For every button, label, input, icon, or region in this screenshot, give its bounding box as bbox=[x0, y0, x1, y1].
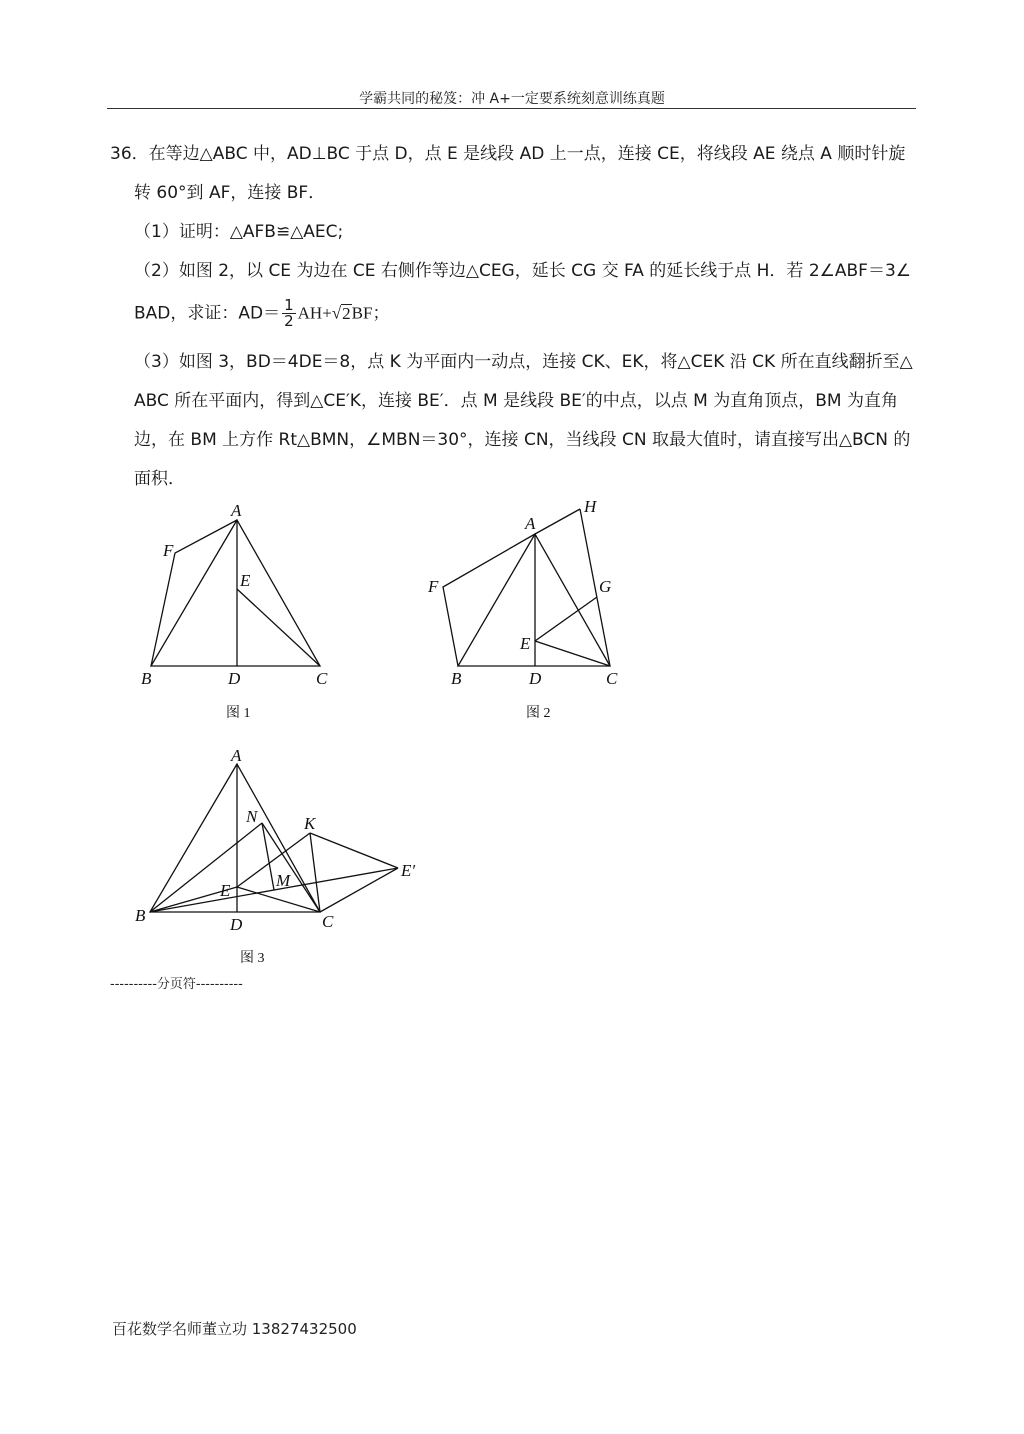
fig2-label-d: D bbox=[529, 669, 542, 688]
problem-part-3-line-3: 边，在 BM 上方作 Rt△BMN，∠MBN＝30°，连接 CN，当线段 CN 取最大值时，请直接写出△BCN 的 bbox=[134, 430, 911, 450]
problem-part-1: （1）证明：△AFB≌△AEC; bbox=[134, 222, 344, 242]
fig3-label-n: N bbox=[246, 807, 258, 826]
fig2-label-c: C bbox=[606, 669, 618, 688]
fig3-label-m: M bbox=[276, 871, 291, 890]
fig3-label-k: K bbox=[304, 814, 316, 833]
fig3-segment-bn bbox=[150, 823, 262, 912]
footer-text: 百花数学名师董立功 13827432500 bbox=[112, 1320, 357, 1338]
part2-end: ； bbox=[372, 303, 390, 324]
problem-part-3-line-2: ABC 所在平面内，得到△CE′K，连接 BE′．点 M 是线段 BE′的中点，以点 M 为直角顶点，BM 为直角 bbox=[134, 391, 898, 411]
fig3-caption: 图 3 bbox=[240, 951, 265, 966]
fig3-triangle-abc bbox=[150, 764, 320, 912]
fig2-label-h: H bbox=[584, 497, 597, 516]
fig2-label-b: B bbox=[451, 669, 462, 688]
fig3-label-b: B bbox=[135, 906, 146, 925]
page-header-title: 学霸共同的秘笈：冲 A+一定要系统刻意训练真题 bbox=[359, 91, 665, 107]
fig1-label-c: C bbox=[316, 669, 328, 688]
sqrt-sign: √ bbox=[331, 303, 342, 323]
problem-part-3-line-4: 面积． bbox=[134, 469, 185, 489]
part2-prefix: BAD，求证：AD＝ bbox=[134, 303, 281, 324]
fig2-label-g: G bbox=[599, 577, 612, 596]
fig1-label-a: A bbox=[231, 501, 242, 520]
fig2-label-a: A bbox=[525, 514, 536, 533]
fraction-numerator: 1 bbox=[284, 296, 294, 314]
term-bf: BF bbox=[351, 303, 373, 323]
fig1-label-f: F bbox=[163, 541, 174, 560]
fig2-caption: 图 2 bbox=[526, 706, 551, 721]
fig3-label-d: D bbox=[230, 915, 243, 934]
problem-part-3-line-1: （3）如图 3，BD＝4DE＝8，点 K 为平面内一动点，连接 CK、EK，将△CEK 沿 CK 所在直线翻折至△ bbox=[134, 352, 913, 372]
fig2-label-e: E bbox=[520, 634, 531, 653]
fig3-label-e: E bbox=[220, 881, 231, 900]
fig3-segment-kc bbox=[310, 833, 320, 912]
term-ah: AH+ bbox=[297, 303, 332, 323]
fig2-label-f: F bbox=[428, 577, 439, 596]
fig3-label-e2: E′ bbox=[401, 861, 416, 880]
fig1-label-e: E bbox=[240, 571, 251, 590]
fig3-segment-nc bbox=[262, 823, 320, 912]
page-break-marker: ----------分页符---------- bbox=[110, 977, 243, 992]
problem-line-1: 36．在等边△ABC 中，AD⊥BC 于点 D，点 E 是线段 AD 上一点，连接 CE，将线段 AE 绕点 A 顺时针旋 bbox=[110, 144, 906, 164]
fig1-label-b: B bbox=[141, 669, 152, 688]
sqrt-radicand: 2 bbox=[342, 303, 351, 323]
problem-part-2-line-1: （2）如图 2，以 CE 为边在 CE 右侧作等边△CEG，延长 CG 交 FA 的延长线于点 H．若 2∠ABF＝3∠ bbox=[134, 261, 912, 281]
problem-line-2: 转 60°到 AF，连接 BF． bbox=[134, 183, 326, 203]
fig1-label-d: D bbox=[228, 669, 241, 688]
fig1-caption: 图 1 bbox=[226, 706, 251, 721]
fig3-label-a: A bbox=[231, 746, 242, 765]
fig3-label-c: C bbox=[322, 912, 334, 931]
fig3-segment-ke2 bbox=[310, 833, 398, 868]
fraction-denominator: 2 bbox=[284, 312, 294, 330]
